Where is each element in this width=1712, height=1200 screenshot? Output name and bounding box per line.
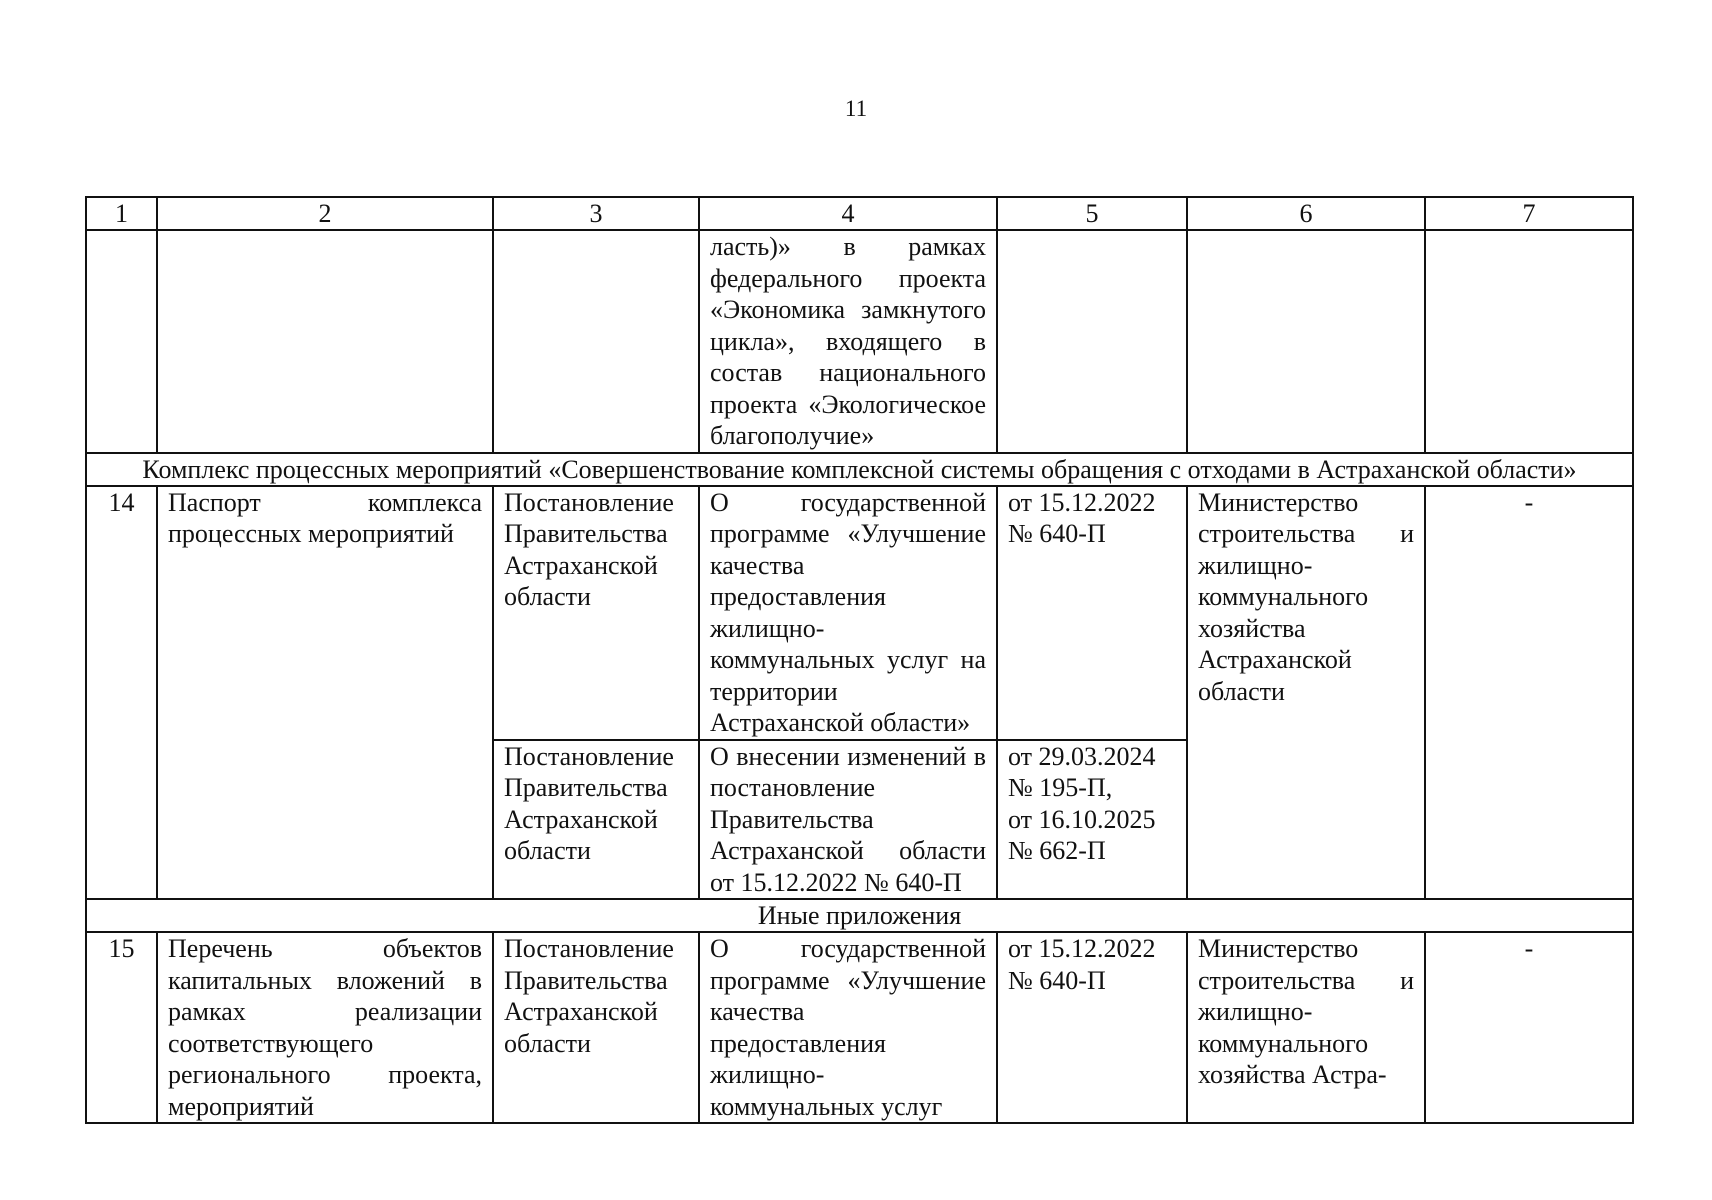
document-title-15: О государственной программе «Улучшение качества предоставления жилищно-коммунальных услуг bbox=[699, 932, 997, 1123]
continuation-cell-5 bbox=[997, 230, 1187, 453]
document-name-15: Перечень объектов капитальных вложений в рамках реализации соответствующего регионального проекта, мероприятий bbox=[157, 932, 493, 1123]
document-table bbox=[85, 196, 1634, 1124]
continuation-cell-6 bbox=[1187, 230, 1425, 453]
continuation-cell-4: ласть)» в рамках федерального проекта «Экономика замкнутого цикла», входящего в состав национального проекта «Экологическое благополучие» bbox=[699, 230, 997, 453]
document-date-15: от 15.12.2022 № 640-П bbox=[997, 932, 1187, 1123]
section-heading-processes: Комплекс процессных мероприятий «Совершенствование комплексной системы обращения с отходами в Астраханской области» bbox=[86, 453, 1633, 486]
document-date-14b-line1: от 29.03.2024 № 195-П, bbox=[1008, 741, 1156, 802]
document-name-14: Паспорт комплекса процессных мероприятий bbox=[157, 486, 493, 900]
column-header-4: 4 bbox=[699, 197, 997, 230]
continuation-cell-7 bbox=[1425, 230, 1633, 453]
column-header-5: 5 bbox=[997, 197, 1187, 230]
document-date-14a: от 15.12.2022 № 640-П bbox=[997, 486, 1187, 740]
table-row-15 bbox=[86, 932, 1633, 1123]
column-header-1: 1 bbox=[86, 197, 157, 230]
continuation-cell-2 bbox=[157, 230, 493, 453]
section-heading-row bbox=[86, 453, 1633, 486]
note-15: - bbox=[1425, 932, 1633, 1123]
document-type-14b: Постановление Правительства Астраханской области bbox=[493, 740, 699, 900]
continuation-row bbox=[86, 230, 1633, 453]
document-type-14a: Постановление Правительства Астраханской области bbox=[493, 486, 699, 740]
responsible-body-14: Министерство строительства и жилищно-коммунального хозяйства Астраханской области bbox=[1187, 486, 1425, 900]
note-14: - bbox=[1425, 486, 1633, 900]
section-heading-row-2 bbox=[86, 899, 1633, 932]
document-type-15: Постановление Правительства Астраханской области bbox=[493, 932, 699, 1123]
document-title-14b: О внесении изменений в постановление Правительства Астраханской области от 15.12.2022 № 640-П bbox=[699, 740, 997, 900]
table-row-14a bbox=[86, 486, 1633, 740]
section-heading-other: Иные приложения bbox=[86, 899, 1633, 932]
column-header-2: 2 bbox=[157, 197, 493, 230]
document-title-14a: О государственной программе «Улучшение качества предоставления жилищно-коммунальных услуг на территории Астраханской области» bbox=[699, 486, 997, 740]
row-number-15: 15 bbox=[86, 932, 157, 1123]
column-header-6: 6 bbox=[1187, 197, 1425, 230]
column-header-3: 3 bbox=[493, 197, 699, 230]
header-row bbox=[86, 197, 1633, 230]
page-number: 11 bbox=[844, 96, 868, 121]
continuation-cell-1 bbox=[86, 230, 157, 453]
row-number-14: 14 bbox=[86, 486, 157, 900]
column-header-7: 7 bbox=[1425, 197, 1633, 230]
document-date-14b bbox=[997, 740, 1187, 900]
continuation-cell-3 bbox=[493, 230, 699, 453]
responsible-body-15: Министерство строительства и жилищно-коммунального хозяйства Астра- bbox=[1187, 932, 1425, 1123]
document-date-14b-line2: от 16.10.2025 № 662-П bbox=[1008, 804, 1156, 865]
